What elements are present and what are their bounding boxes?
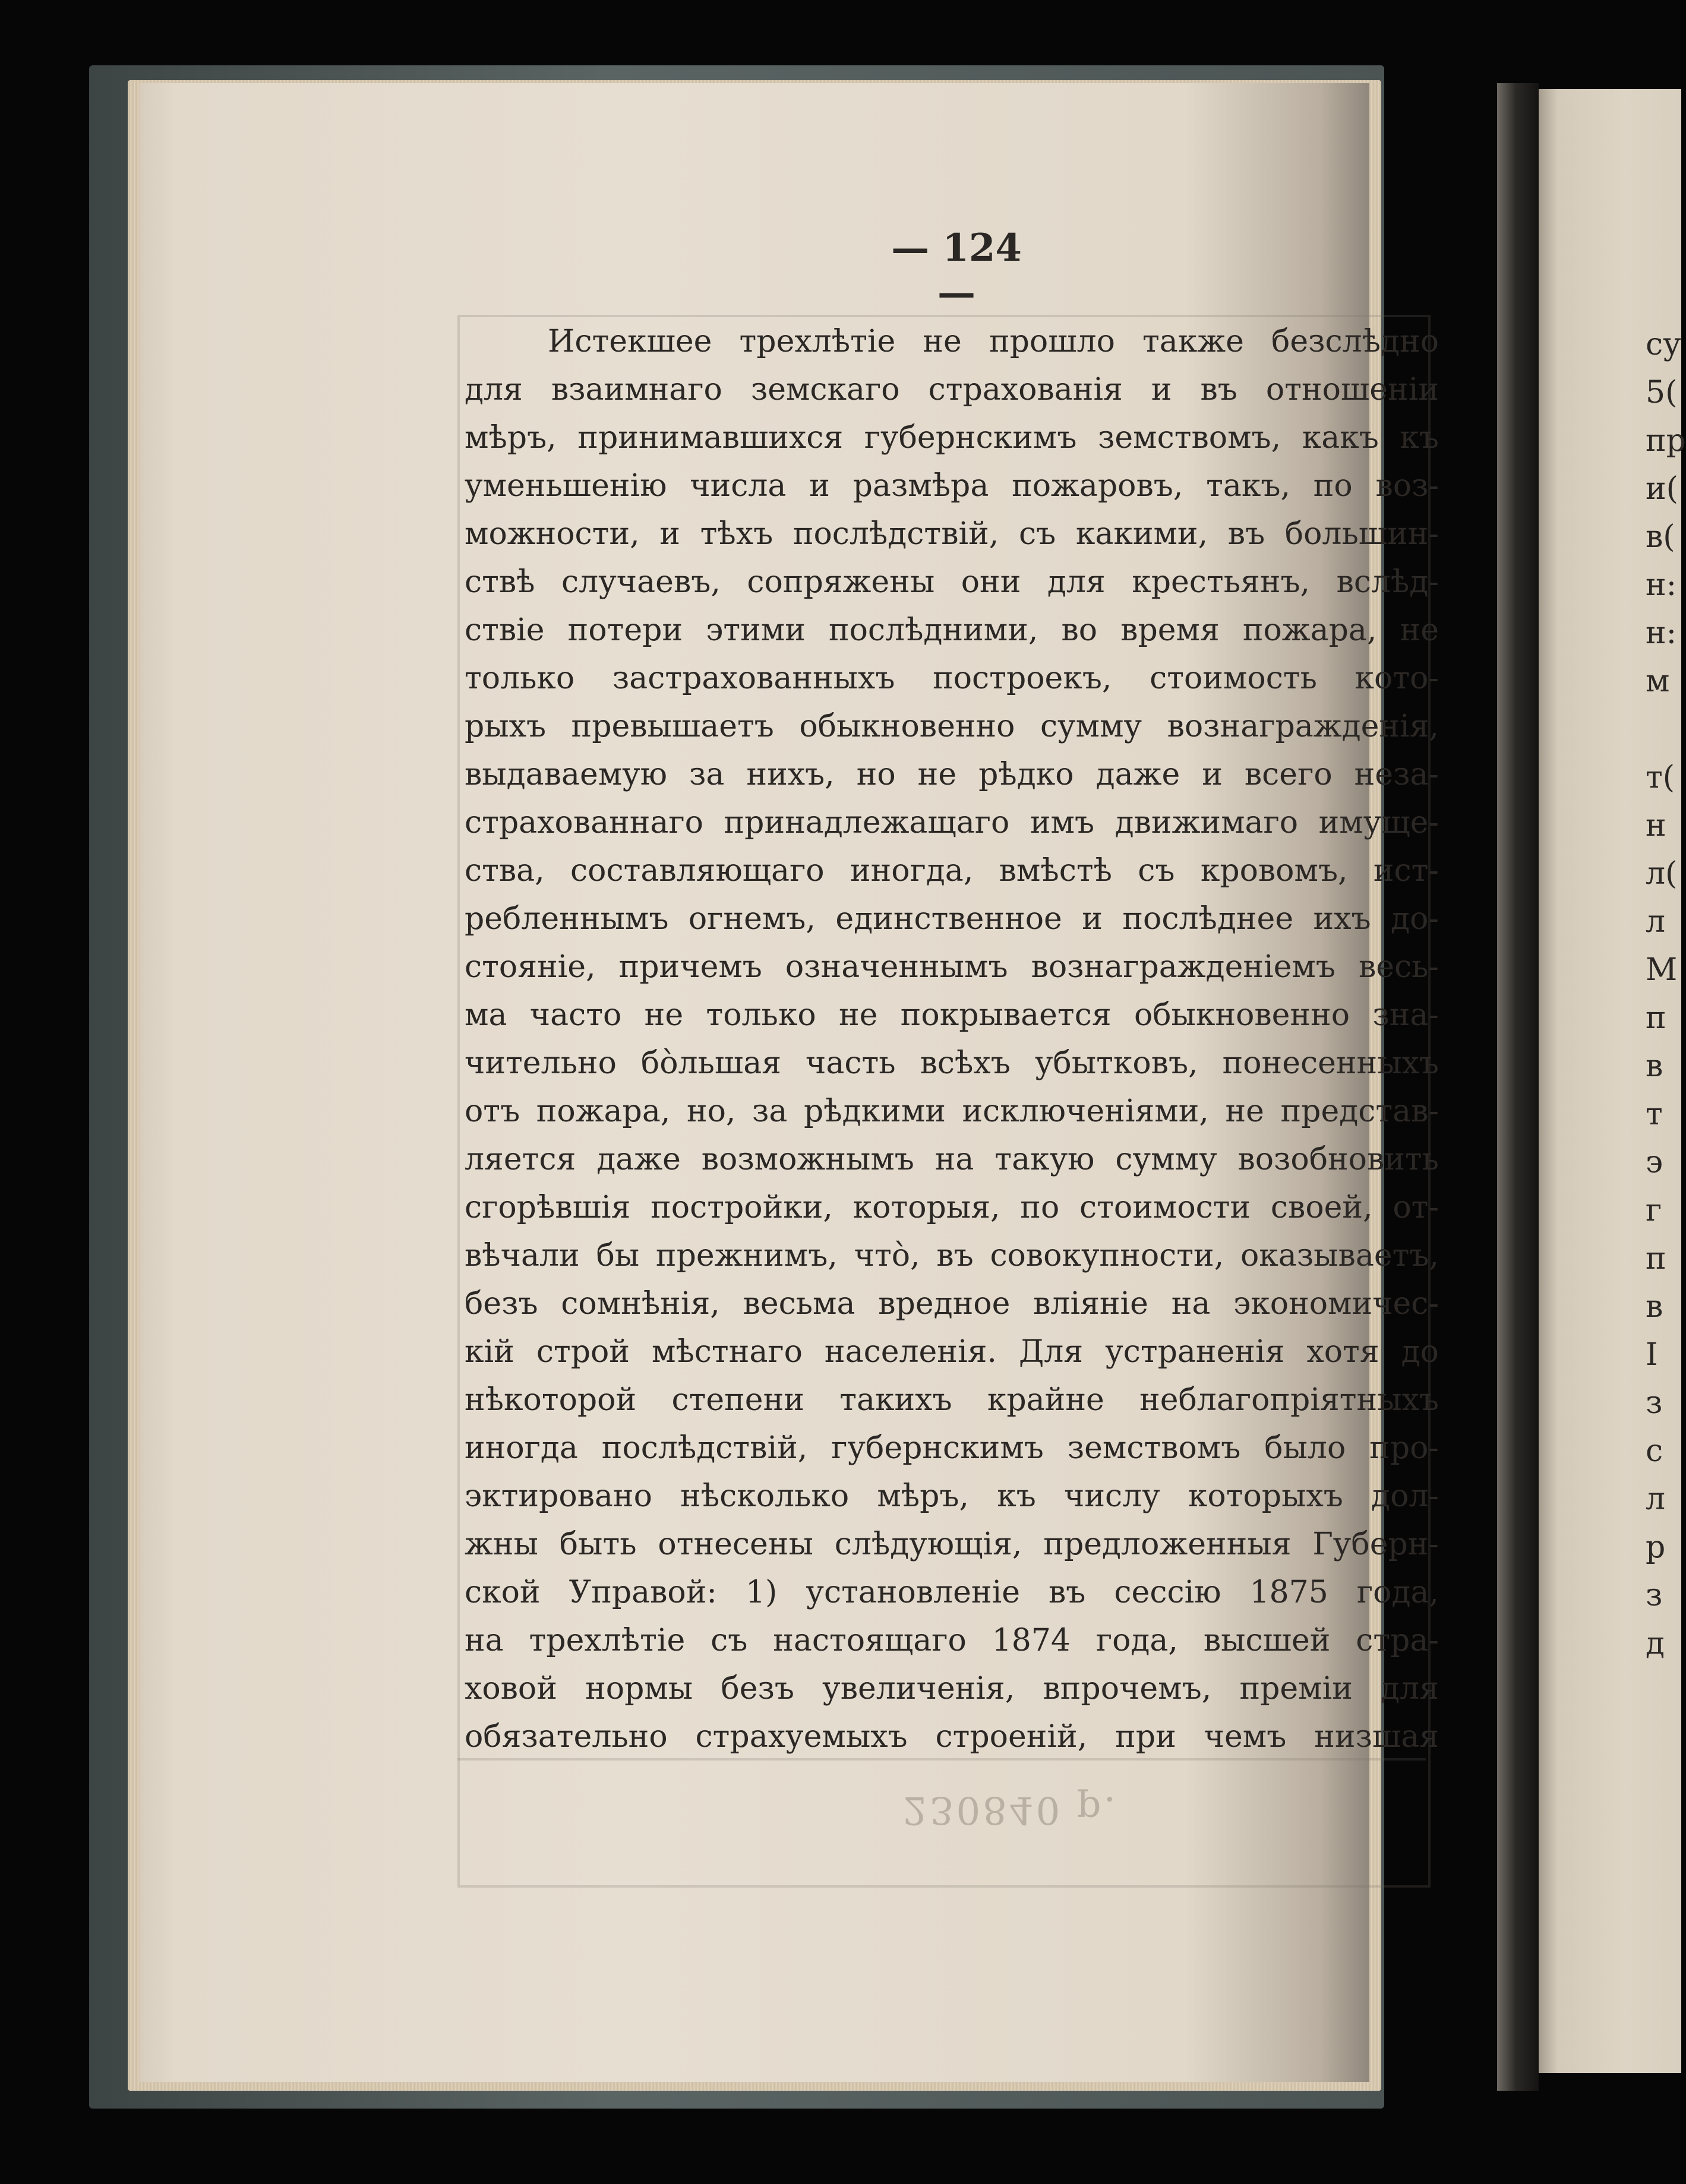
text-line: сгорѣвшія постройки, которыя, по стоимости своей, от- [465, 1190, 1439, 1225]
text-line: ской Управой: 1) установленіе въ сессію 1875 года, [465, 1575, 1439, 1610]
text-line: уменьшенію числа и размѣра пожаровъ, такъ, по воз- [465, 468, 1439, 504]
next-page-letter: І [1646, 1337, 1658, 1373]
text-line: кій строй мѣстнаго населенія. Для устраненія хотя до [465, 1334, 1439, 1370]
next-page-letter: пр [1646, 423, 1686, 459]
text-line: мѣръ, принимавшихся губернскимъ земствомъ, какъ къ [465, 420, 1439, 456]
next-page-letter: п [1646, 1000, 1666, 1036]
next-page-letter [1646, 706, 1681, 754]
text-line: только застрахованныхъ построекъ, стоимость кото- [465, 660, 1439, 696]
body-text [465, 318, 1439, 1761]
next-page-letter: в( [1646, 519, 1675, 555]
text-line: иногда послѣдствій, губернскимъ земствомъ было про- [465, 1430, 1439, 1466]
next-page-letter: су [1646, 327, 1681, 362]
next-page-letter: э [1646, 1145, 1663, 1180]
next-page-letter: л [1646, 1481, 1666, 1517]
next-page-letter: л( [1646, 856, 1678, 892]
next-page-letter [1646, 1716, 1681, 1764]
text-line: ма часто не только не покрывается обыкновенно зна- [465, 997, 1439, 1033]
text-line: ляется даже возможнымъ на такую сумму возобновить [465, 1142, 1439, 1177]
text-line: ствѣ случаевъ, сопряжены они для крестьянъ, вслѣд- [465, 564, 1439, 600]
text-line: страхованнаго принадлежащаго имъ движимаго имуще- [465, 805, 1439, 840]
next-page-letter: 5( [1646, 375, 1678, 410]
next-page-letter: и( [1646, 471, 1678, 507]
text-line: чительно бо̀льшая часть всѣхъ убытковъ, понесенныхъ [465, 1045, 1439, 1081]
next-page-letter: М [1646, 952, 1678, 988]
next-page-letter: н [1646, 808, 1666, 843]
text-line: рыхъ превышаетъ обыкновенно сумму вознагражденія, [465, 709, 1439, 744]
text-line: Истекшее трехлѣтіе не прошло также безслѣдно [548, 324, 1439, 359]
next-page-letter: н: [1646, 615, 1677, 651]
text-line: отъ пожара, но, за рѣдкими исключеніями, не представ- [465, 1093, 1439, 1129]
next-page-letter: м [1646, 663, 1670, 699]
text-line: на трехлѣтіе съ настоящаго 1874 года, высшей стра- [465, 1623, 1439, 1658]
next-page-letter: д [1646, 1626, 1665, 1661]
next-page-letter: з [1646, 1385, 1663, 1421]
text-line: эктировано нѣсколько мѣръ, къ числу которыхъ дол- [465, 1478, 1439, 1514]
text-line: можности, и тѣхъ послѣдствій, съ какими, въ большин- [465, 516, 1439, 552]
next-page-letter: т( [1646, 760, 1675, 795]
page-number: — 124 — [891, 226, 1022, 315]
next-page-letter: с [1646, 1433, 1663, 1469]
next-page-letter: в [1646, 1289, 1663, 1325]
text-line: стояніе, причемъ означеннымъ вознагражденіемъ весь- [465, 949, 1439, 985]
text-line: выдаваемую за нихъ, но не рѣдко даже и всего неза- [465, 757, 1439, 792]
text-line: ховой нормы безъ увеличенія, впрочемъ, преміи для [465, 1671, 1439, 1706]
next-page-text-fragment [1646, 321, 1686, 1764]
text-line: вѣчали бы прежнимъ, что̀, въ совокупности, оказываетъ, [465, 1238, 1439, 1273]
next-page-letter: п [1646, 1241, 1666, 1276]
text-line: обязательно страхуемыхъ строеній, при чемъ низшая [465, 1719, 1439, 1755]
next-page-letter: л [1646, 904, 1666, 940]
next-page-letter: г [1646, 1193, 1662, 1228]
text-line: безъ сомнѣнія, весьма вредное вліяніе на экономичес- [465, 1286, 1439, 1322]
next-page-letter: р [1646, 1529, 1666, 1565]
next-page-letter [1646, 1668, 1681, 1716]
text-line: жны быть отнесены слѣдующія, предложенныя Губерн- [465, 1526, 1439, 1562]
text-line: для взаимнаго земскаго страхованія и въ отношеніи [465, 372, 1439, 407]
text-line: ствіе потери этими послѣдними, во время пожара, не [465, 612, 1439, 648]
next-page-letter: т [1646, 1096, 1663, 1132]
book-gutter [1497, 83, 1539, 2091]
next-page-letter: н: [1646, 567, 1677, 603]
next-page-letter: в [1646, 1048, 1663, 1084]
next-page-letter: з [1646, 1578, 1663, 1613]
text-line: ребленнымъ огнемъ, единственное и послѣднее ихъ до- [465, 901, 1439, 937]
text-line: нѣкоторой степени такихъ крайне неблагопріятныхъ [465, 1382, 1439, 1418]
bleed-through-number: 230840 р. [903, 1788, 1118, 1832]
text-line: ства, составляющаго иногда, вмѣстѣ съ кровомъ, ист- [465, 853, 1439, 889]
